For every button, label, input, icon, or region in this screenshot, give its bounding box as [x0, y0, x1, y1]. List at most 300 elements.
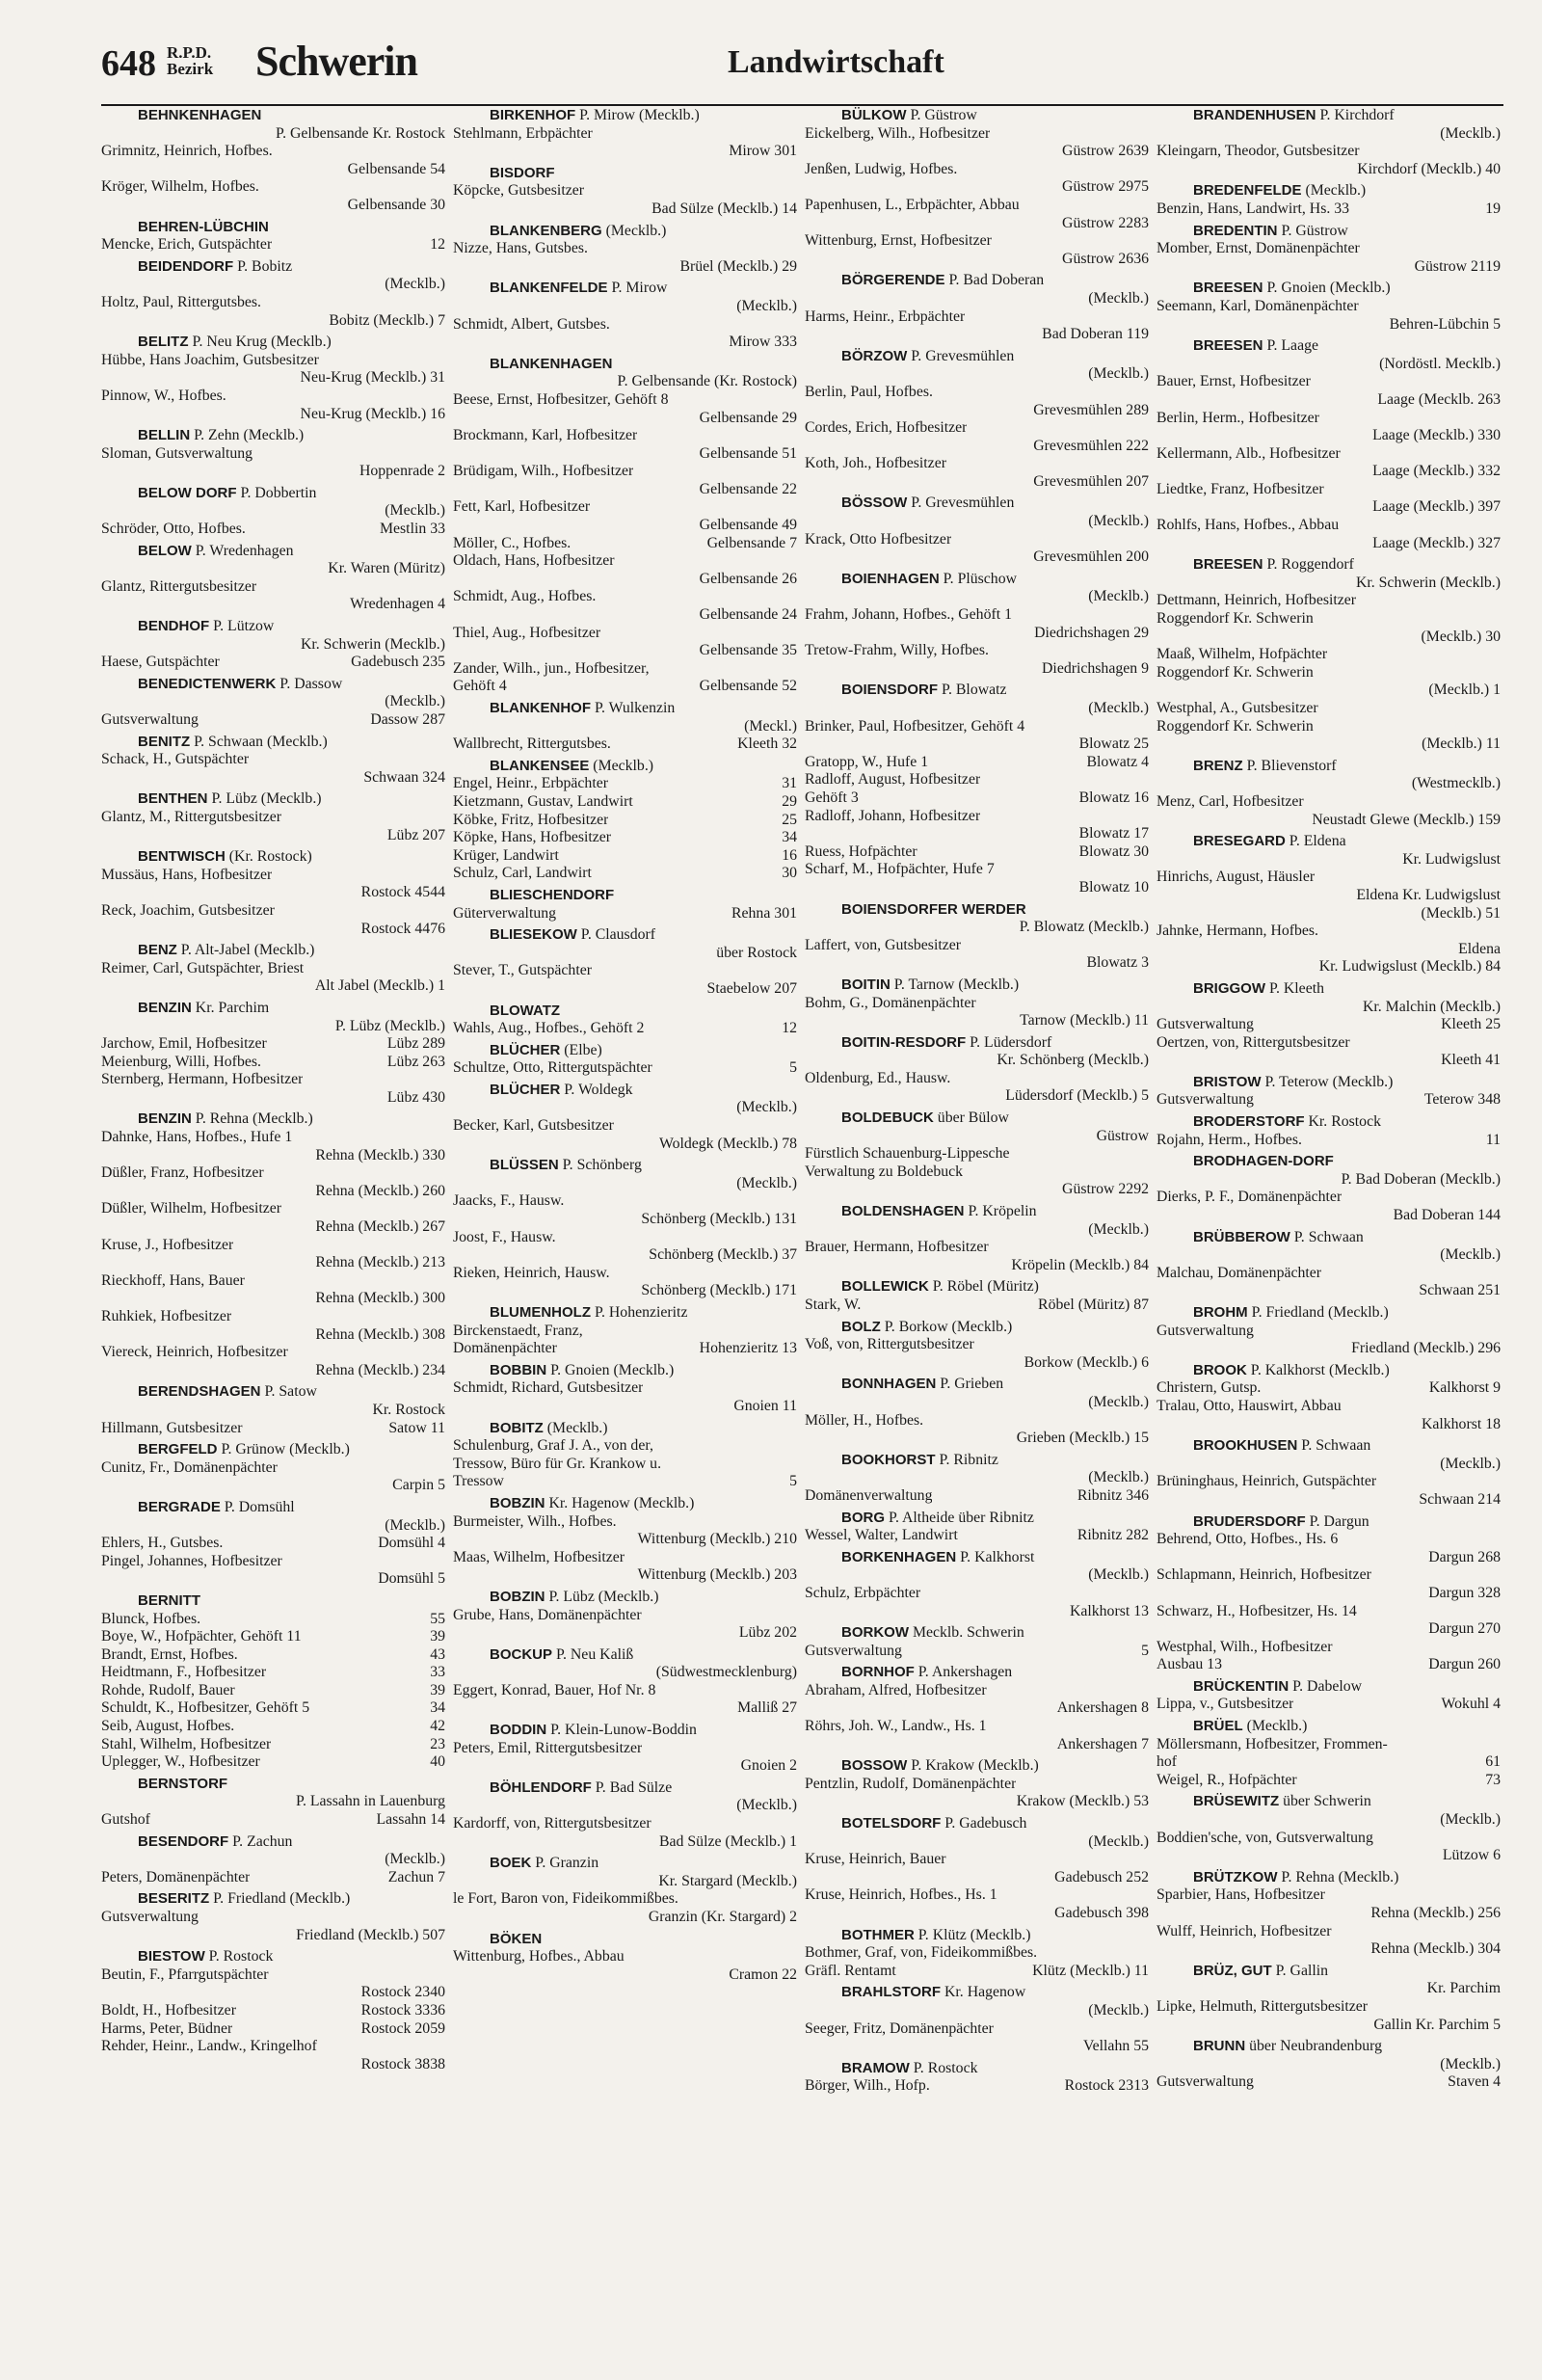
postal-info: P. Ankershagen [914, 1664, 1013, 1681]
listing-name: Eickelberg, Wilh., Hofbesitzer [805, 124, 991, 142]
directory-entry [805, 976, 1149, 1030]
place-heading [453, 1931, 797, 1949]
location-line: Borkow (Mecklb.) 6 [1024, 1353, 1149, 1371]
listing-name: Brandt, Ernst, Hofbes. [101, 1645, 238, 1663]
listing-phone: 34 [782, 829, 797, 846]
directory-entry [1156, 2038, 1501, 2092]
listing-line [453, 1323, 797, 1341]
place-heading [101, 790, 445, 809]
postal-info: P. Krakow (Mecklb.) [907, 1757, 1039, 1775]
listing-line [453, 535, 797, 553]
directory-entry [453, 1646, 797, 1718]
listing-line [453, 1379, 797, 1398]
listing-name: Ehlers, H., Gutsbes. [101, 1535, 224, 1552]
location-line: Güstrow 2639 [1062, 143, 1149, 160]
location-line: (Südwestmecklenburg) [655, 1664, 797, 1681]
postal-info: P. Teterow (Mecklb.) [1261, 1073, 1394, 1090]
postal-info: P. Gadebusch [941, 1815, 1027, 1832]
directory-entry [453, 1362, 797, 1416]
location-line: Neu-Krug (Mecklb.) 31 [300, 369, 445, 387]
directory-entry [805, 1510, 1149, 1545]
place-name: BRODHAGEN-DORF [1193, 1153, 1334, 1170]
listing-line [1156, 1473, 1501, 1491]
listing-name: Gutsverwaltung [805, 1642, 902, 1659]
listing-phone: 39 [430, 1628, 445, 1645]
place-name: BENZIN [138, 999, 192, 1016]
place-heading [805, 1757, 1149, 1776]
listing-line [101, 2002, 445, 2020]
place-heading [805, 1815, 1149, 1833]
location-line: Rehna (Mecklb.) 256 [1370, 1905, 1501, 1921]
listing-name: Domänenverwaltung [805, 1486, 933, 1504]
listing-line [805, 789, 1149, 808]
location-line: (Mecklb.) [1088, 1832, 1149, 1850]
directory-entry [101, 1948, 445, 2073]
place-heading [805, 1927, 1149, 1945]
location-line: P. Gelbensande Kr. Rostock [276, 124, 445, 142]
listing-line [453, 1948, 797, 1966]
directory-entry [805, 682, 1149, 896]
location-line: Grevesmühlen 289 [1033, 401, 1149, 418]
listing-phone: Teterow 348 [1423, 1091, 1501, 1109]
postal-info: Kr. Hagenow (Mecklb.) [545, 1494, 695, 1511]
place-heading [1156, 1153, 1501, 1171]
location-line: (Mecklb.) [736, 1174, 797, 1191]
place-name: BEHNKENHAGEN [138, 107, 262, 123]
directory-entry [805, 1549, 1149, 1620]
directory-entry [805, 1376, 1149, 1447]
listing-line [453, 1456, 797, 1474]
location-line: Eldena [1458, 940, 1501, 957]
location-line: Neustadt Glewe (Mecklb.) 159 [1312, 811, 1501, 828]
postal-info: Kr. Rostock [1304, 1113, 1381, 1131]
location-line: (Mecklb.) [736, 1797, 797, 1814]
listing-line [101, 352, 445, 370]
listing-name: Düßler, Wilhelm, Hofbesitzer [101, 1200, 282, 1217]
postal-info: P. Friedland (Mecklb.) [209, 1890, 351, 1908]
listing-name: Kietzmann, Gustav, Landwirt [453, 792, 633, 810]
place-name: BLANKENHAGEN [490, 355, 613, 372]
directory-entry [101, 676, 445, 730]
listing-line [101, 1682, 445, 1700]
location-line: (Mecklb.) [1440, 1455, 1501, 1472]
place-heading [805, 1278, 1149, 1297]
postal-info: Kr. Hagenow [941, 1984, 1026, 2001]
place-heading [101, 1110, 445, 1129]
listing-line [453, 735, 797, 754]
listing-line [1156, 869, 1501, 887]
postal-info: P. Bad Doberan [944, 272, 1045, 289]
listing-name: Rohlfs, Hans, Hofbes., Abbau [1156, 517, 1340, 534]
postal-info: P. Röbel (Müritz) [928, 1278, 1039, 1296]
place-name: BORKOW [841, 1624, 909, 1642]
listing-name: Cordes, Erich, Hofbesitzer [805, 419, 968, 437]
listing-name: Schlapmann, Heinrich, Hofbesitzer [1156, 1566, 1371, 1584]
location-line: Blowatz 25 [1078, 735, 1149, 753]
location-line: (Mecklb.) [1440, 1246, 1501, 1264]
listing-name: Tralau, Otto, Hauswirt, Abbau [1156, 1397, 1342, 1414]
postal-info: P. Schwaan [1297, 1437, 1371, 1455]
directory-entry [1156, 1074, 1501, 1110]
place-name: BRÜZ, GUT [1193, 1962, 1272, 1979]
postal-info: (Mecklb.) [543, 1419, 608, 1436]
postal-info: über Neubrandenburg [1245, 2038, 1383, 2055]
location-line: Schönberg (Mecklb.) 37 [649, 1246, 797, 1264]
postal-info: P. Grevesmühlen [907, 347, 1015, 364]
directory-entry [805, 1452, 1149, 1506]
listing-line [805, 197, 1149, 215]
place-name: BOEK [490, 1855, 532, 1872]
directory-entry [453, 1042, 797, 1078]
listing-name: Verwaltung zu Boldebuck [805, 1163, 964, 1180]
place-heading [1156, 1229, 1501, 1247]
section-title: Landwirtschaft [728, 44, 944, 80]
listing-name: Malchau, Domänenpächter [1156, 1264, 1322, 1281]
location-line: Schwaan 251 [1419, 1282, 1501, 1299]
listing-name: Maas, Wilhelm, Hofbesitzer [453, 1548, 625, 1565]
listing-line [453, 391, 797, 410]
place-name: BOBBIN [490, 1361, 547, 1378]
location-line: Ankershagen 8 [1056, 1699, 1149, 1717]
listing-name: Behrend, Otto, Hofbes., Hs. 6 [1156, 1531, 1339, 1548]
listing-line [453, 1815, 797, 1833]
directory-entry [101, 734, 445, 788]
location-line: Vellahn 55 [1082, 2038, 1149, 2055]
listing-name: Wulff, Heinrich, Hofbesitzer [1156, 1922, 1332, 1939]
postal-info: P. Kleeth [1265, 979, 1324, 997]
directory-entry [1156, 1963, 1501, 2034]
location-line: Neu-Krug (Mecklb.) 16 [300, 405, 445, 422]
listing-line [101, 1129, 445, 1147]
listing-name: Gehöft 3 [805, 789, 859, 806]
listing-name: Thiel, Aug., Hofbesitzer [453, 624, 601, 641]
place-name: BENZ [138, 942, 177, 959]
postal-info: P. Blowatz [938, 682, 1007, 699]
place-heading [453, 1082, 797, 1100]
directory-entry [101, 219, 445, 254]
directory-entry [453, 1304, 797, 1358]
location-line: (Mecklb.) 1 [1428, 682, 1501, 699]
listing-phone: Rostock 2059 [360, 2019, 445, 2037]
location-line: Kröpelin (Mecklb.) 84 [1011, 1256, 1149, 1273]
listing-line [453, 847, 797, 866]
listing-line [453, 660, 797, 679]
listing-phone: Hohenzieritz 13 [699, 1340, 797, 1357]
listing-name: Glantz, Rittergutsbesitzer [101, 577, 257, 595]
listing-line [805, 937, 1149, 955]
place-name: BRÜCKENTIN [1193, 1677, 1289, 1695]
place-name: BRENZ [1193, 757, 1243, 774]
listing-line [101, 1909, 445, 1927]
place-heading [101, 1776, 445, 1794]
listing-name: Roggendorf Kr. Schwerin [1156, 663, 1314, 681]
location-line: Kr. Waren (Müritz) [328, 560, 445, 577]
location-line: Kr. Schwerin (Mecklb.) [300, 635, 445, 653]
listing-line [1156, 1656, 1501, 1674]
listing-line [1156, 1189, 1501, 1207]
listing-name: Oldach, Hans, Hofbesitzer [453, 552, 615, 570]
listing-phone: 11 [1485, 1131, 1501, 1148]
place-name: BOITIN-RESDORF [841, 1033, 967, 1051]
place-heading [1156, 1678, 1501, 1697]
place-heading [101, 1499, 445, 1517]
place-heading [453, 1042, 797, 1060]
location-line: Rehna (Mecklb.) 300 [315, 1290, 445, 1307]
postal-info: Mecklb. Schwerin [909, 1624, 1024, 1642]
directory-entry [453, 1589, 797, 1643]
directory-entry [101, 1776, 445, 1830]
directory-entry [805, 1034, 1149, 1106]
directory-entry [101, 618, 445, 672]
listing-line [1156, 1265, 1501, 1283]
place-name: BOLLEWICK [841, 1278, 929, 1296]
listing-name: Kruse, Heinrich, Bauer [805, 1851, 946, 1868]
location-line: Gelbensande 26 [699, 570, 797, 587]
listing-line [101, 1459, 445, 1478]
postal-info: P. Hohenzieritz [591, 1304, 688, 1321]
location-line: Güstrow 2119 [1414, 257, 1501, 275]
place-heading [101, 942, 445, 960]
listing-name: Holtz, Paul, Rittergutsbes. [101, 293, 262, 310]
place-heading [453, 1722, 797, 1740]
listing-line [1156, 700, 1501, 718]
region-label-line-2: Bezirk [167, 60, 214, 78]
location-line: Blowatz 10 [1078, 878, 1149, 896]
directory-entry [805, 495, 1149, 566]
listing-name: Seemann, Karl, Domänenpächter [1156, 297, 1359, 314]
listing-name: Kleingarn, Theodor, Gutsbesitzer [1156, 143, 1360, 160]
location-line: Schwaan 324 [363, 768, 445, 786]
listing-line [805, 1412, 1149, 1431]
listing-name: Pinnow, W., Hofbes. [101, 387, 226, 404]
location-line: Gnoien 2 [740, 1757, 797, 1775]
place-name: BLÜCHER [490, 1041, 561, 1058]
listing-line [805, 642, 1149, 660]
listing-name: Meienburg, Willi, Hofbes. [101, 1053, 261, 1070]
listing-line [101, 143, 445, 161]
location-line: Laage (Mecklb.) 397 [1372, 498, 1501, 516]
place-name: BÖSSOW [841, 495, 908, 512]
postal-info: P. Gallin [1271, 1962, 1329, 1979]
location-line: (Mecklb.) 11 [1422, 735, 1501, 753]
postal-info: P. Rostock [204, 1948, 274, 1966]
listing-name: Roggendorf Kr. Schwerin [1156, 717, 1314, 735]
listing-phone: Rostock 3336 [360, 2001, 445, 2019]
listing-line [805, 1944, 1149, 1963]
place-heading [805, 495, 1149, 513]
place-name: BELOW DORF [138, 484, 237, 501]
listing-name: Westphal, A., Gutsbesitzer [1156, 700, 1318, 716]
directory-entry [453, 107, 797, 161]
listing-line [453, 775, 797, 793]
place-heading [1156, 833, 1501, 851]
place-heading [453, 887, 797, 905]
listing-name: Lipke, Helmuth, Rittergutsbesitzer [1156, 1997, 1369, 2015]
listing-line [101, 1272, 445, 1291]
place-name: BOLDEBUCK [841, 1110, 934, 1127]
location-line: Rostock 2340 [360, 1984, 445, 2001]
location-line: (Mecklb.) [385, 1851, 445, 1868]
directory-entry [453, 1003, 797, 1038]
location-line: Behren-Lübchin 5 [1389, 315, 1501, 333]
location-line: Kr. Schwerin (Mecklb.) [1355, 574, 1501, 591]
place-name: BÜLKOW [841, 107, 907, 123]
listing-phone: 29 [782, 792, 797, 810]
listing-name: Seib, August, Hofbes. [101, 1718, 235, 1735]
location-line: Kr. Ludwigslust [1402, 850, 1501, 868]
directory-entry [805, 2060, 1149, 2096]
listing-phone: 43 [430, 1645, 445, 1663]
place-name: BRÜSEWITZ [1193, 1793, 1280, 1810]
location-line: Grevesmühlen 200 [1033, 548, 1149, 566]
listing-line [805, 125, 1149, 144]
listing-name: Lippa, v., Gutsbesitzer [1156, 1696, 1294, 1713]
listing-line [1156, 646, 1501, 664]
listing-line [1156, 143, 1501, 161]
location-line: Laage (Mecklb.) 332 [1372, 463, 1501, 480]
page-header [101, 37, 1503, 106]
place-heading [453, 1420, 797, 1438]
listing-line [805, 1776, 1149, 1794]
directory-entry [101, 942, 445, 996]
place-name: BENITZ [138, 733, 191, 750]
listing-name: Möller, H., Hofbes. [805, 1411, 924, 1429]
listing-phone: Mestlin 33 [379, 521, 445, 538]
location-line: über Rostock [716, 944, 797, 961]
place-name: BERNSTORF [138, 1775, 228, 1792]
listing-line [805, 1336, 1149, 1354]
listing-phone: Lübz 263 [386, 1053, 445, 1070]
directory-entry [1156, 1869, 1501, 1959]
location-line: Gelbensande 30 [347, 196, 445, 213]
column-3 [805, 104, 1149, 2360]
listing-line [1156, 664, 1501, 682]
directory-entry [1156, 1153, 1501, 1224]
directory-entry [1156, 1513, 1501, 1674]
directory-entry [1156, 1678, 1501, 1714]
postal-info: über Bülow [933, 1110, 1009, 1127]
place-name: BOBITZ [490, 1419, 544, 1436]
place-name: BRODERSTORF [1193, 1113, 1305, 1131]
listing-name: Westphal, Wilh., Hofbesitzer [1156, 1638, 1333, 1655]
place-heading [101, 107, 445, 125]
listing-line [101, 1308, 445, 1326]
directory-entry [453, 758, 797, 883]
location-line: Kr. Parchim [1426, 1980, 1501, 1997]
listing-name: Liedtke, Franz, Hofbesitzer [1156, 480, 1324, 497]
listing-name: Rehder, Heinr., Landw., Kringelhof [101, 2038, 317, 2055]
listing-line [453, 1020, 797, 1038]
listing-line [101, 521, 445, 539]
place-heading [1156, 1362, 1501, 1380]
listing-name: Schulenburg, Graf J. A., von der, [453, 1437, 653, 1455]
place-heading [453, 1003, 797, 1021]
location-line: Woldegk (Mecklb.) 78 [658, 1135, 797, 1152]
listing-line [101, 1811, 445, 1830]
place-name: BONNHAGEN [841, 1376, 937, 1393]
place-heading [453, 1304, 797, 1323]
listing-line [101, 1753, 445, 1772]
postal-info: P. Kirchdorf [1316, 107, 1395, 123]
listing-line [805, 1527, 1149, 1545]
directory-entry [101, 1833, 445, 1887]
directory-entry [453, 1779, 797, 1851]
listing-line [453, 1265, 797, 1283]
listing-name: Wessel, Walter, Landwirt [805, 1527, 958, 1544]
location-line: Friedland (Mecklb.) 296 [1351, 1340, 1501, 1357]
location-line: Güstrow 2975 [1062, 178, 1149, 196]
place-name: BRÜEL [1193, 1718, 1243, 1735]
postal-info: P. Wredenhagen [191, 542, 294, 559]
directory-entry [805, 1624, 1149, 1660]
place-name: BENZIN [138, 1110, 192, 1128]
listing-name: Berlin, Paul, Hofbes. [805, 383, 933, 400]
place-heading [1156, 1718, 1501, 1736]
place-name: BERGFELD [138, 1441, 218, 1458]
place-heading [453, 700, 797, 718]
listing-name: Rojahn, Herm., Hofbes. [1156, 1131, 1302, 1148]
location-line: (Mecklb.) [385, 276, 445, 293]
listing-name: Birckenstaedt, Franz, [453, 1322, 583, 1339]
listing-phone: Wokuhl 4 [1441, 1696, 1501, 1713]
postal-info: P. Güstrow [906, 107, 977, 123]
listing-name: Boldt, H., Hofbesitzer [101, 2001, 236, 2019]
directory-columns [101, 104, 1542, 2360]
listing-line [805, 1886, 1149, 1905]
listing-name: Gräfl. Rentamt [805, 1962, 896, 1979]
listing-line [453, 905, 797, 923]
location-line: Rehna (Mecklb.) 308 [315, 1325, 445, 1343]
postal-info: P. Güstrow [1277, 222, 1348, 239]
place-name: BELOW [138, 542, 192, 559]
place-heading [101, 427, 445, 445]
listing-name: Abraham, Alfred, Hofbesitzer [805, 1681, 987, 1698]
location-line: Rehna (Mecklb.) 260 [315, 1182, 445, 1199]
location-line: (Mecklb.) [1088, 1220, 1149, 1238]
listing-line [101, 1736, 445, 1754]
directory-entry [1156, 1793, 1501, 1864]
location-line: (Mecklb.) [1088, 1393, 1149, 1410]
listing-name: Haese, Gutspächter [101, 654, 220, 671]
listing-name: Sloman, Gutsverwaltung [101, 444, 253, 462]
place-name: BESERITZ [138, 1890, 210, 1908]
directory-entry [1156, 182, 1501, 218]
listing-line [805, 861, 1149, 879]
location-line: Gnoien 11 [733, 1397, 797, 1414]
postal-info: P. Schwaan [1289, 1228, 1364, 1245]
column-4 [1156, 104, 1501, 2360]
listing-phone: Röbel (Müritz) 87 [1038, 1297, 1149, 1313]
listing-line [453, 1513, 797, 1532]
listing-phone: Satow 11 [388, 1419, 445, 1436]
place-name: BLANKENSEE [490, 757, 590, 774]
location-line: Rostock 3838 [360, 2055, 445, 2072]
place-name: BOITIN [841, 976, 891, 993]
listing-line [453, 812, 797, 830]
listing-line [1156, 1736, 1501, 1754]
listing-line [805, 232, 1149, 251]
directory-entry [101, 1592, 445, 1772]
place-name: BESENDORF [138, 1832, 229, 1850]
location-line: Laage (Mecklb. 263 [1377, 390, 1501, 408]
listing-name: Beese, Ernst, Hofbesitzer, Gehöft 8 [453, 390, 669, 408]
listing-line [101, 1420, 445, 1438]
location-line: Bad Sülze (Mecklb.) 14 [651, 200, 797, 217]
location-line: Rostock 4476 [360, 920, 445, 937]
place-name: BÖRGERENDE [841, 272, 945, 289]
listing-phone: Lassahn 14 [376, 1811, 445, 1829]
postal-info: (Mecklb.) [1242, 1718, 1308, 1735]
